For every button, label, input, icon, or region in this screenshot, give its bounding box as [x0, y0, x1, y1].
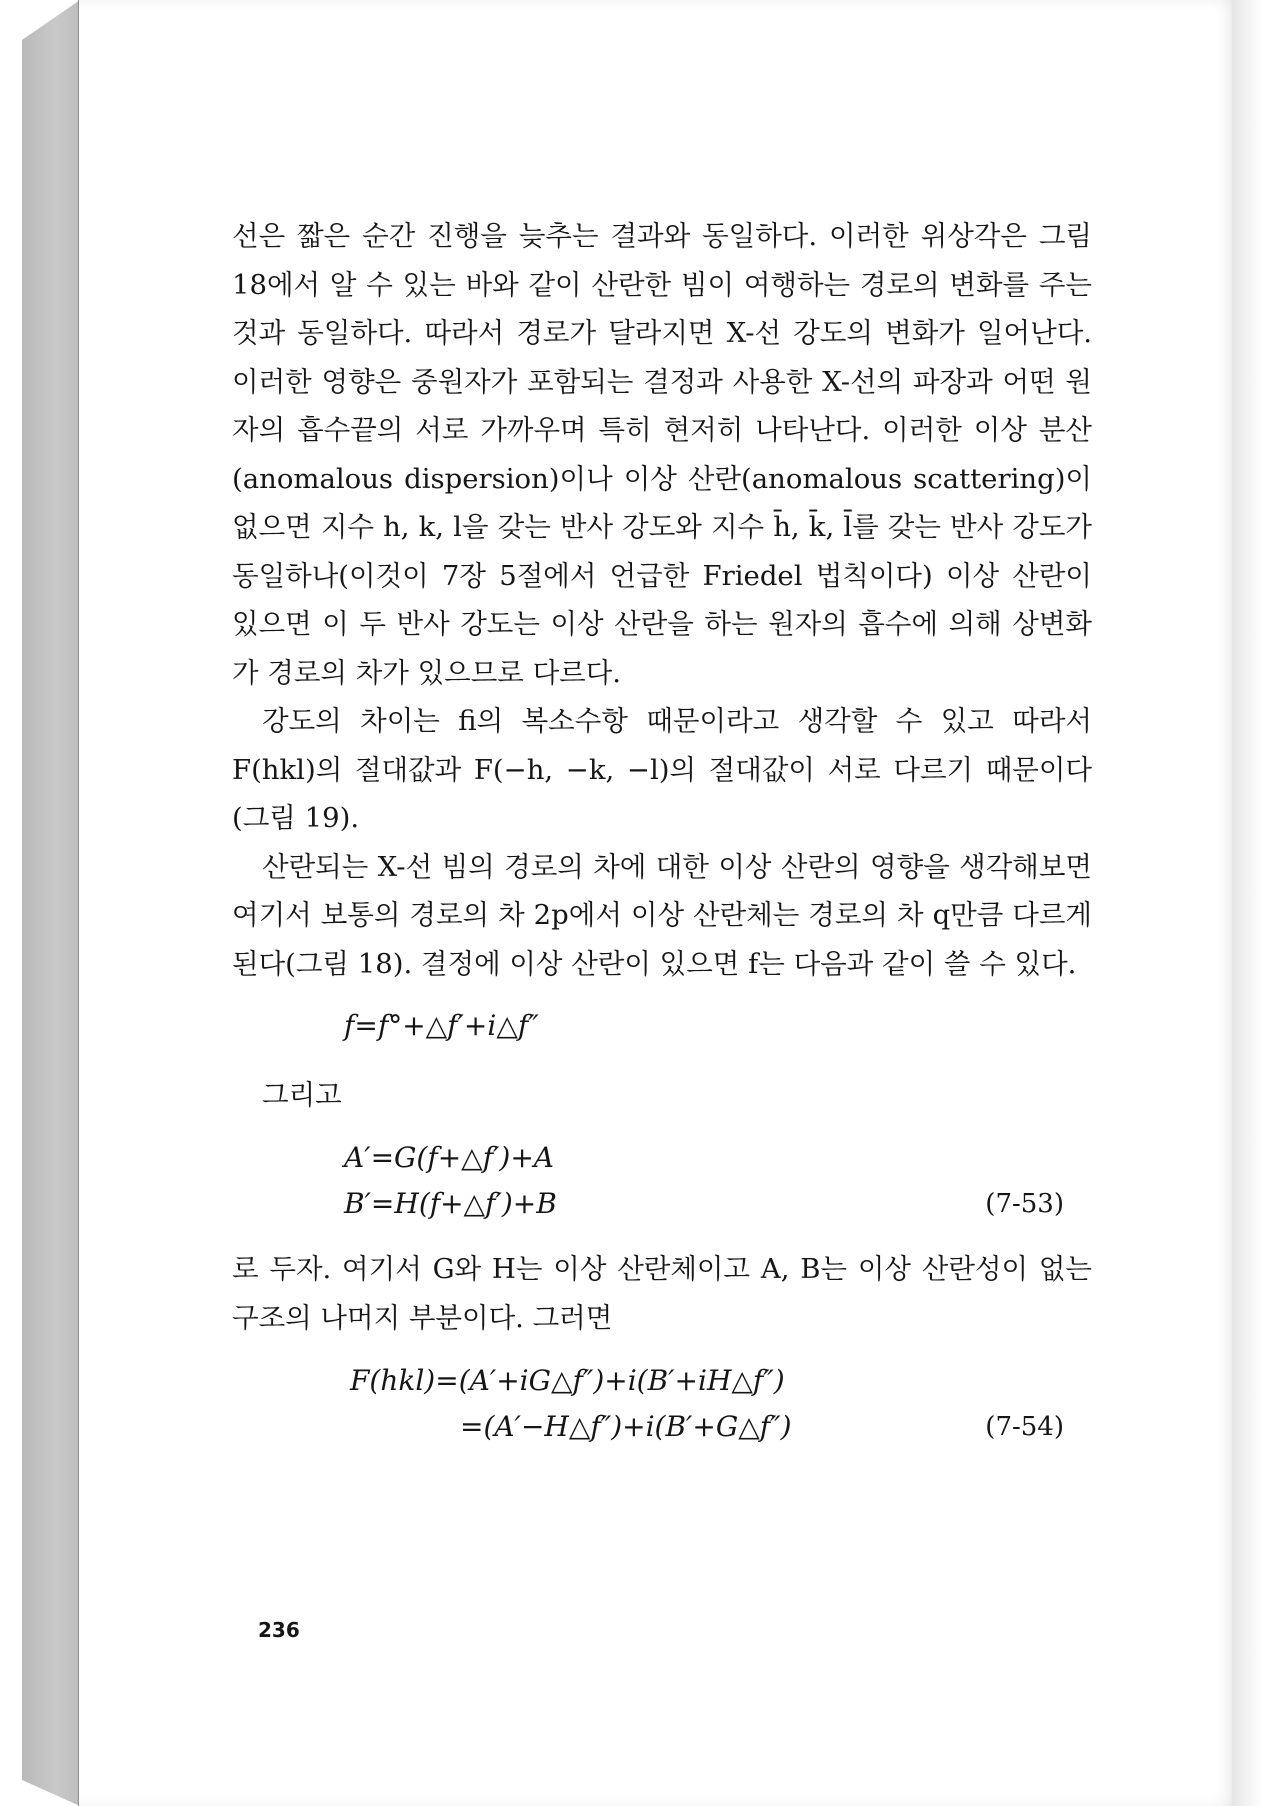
page-body [232, 212, 1092, 1468]
equation-7-54 [350, 1358, 1092, 1450]
page-number: 236 [258, 1618, 300, 1642]
paragraph-3: 산란되는 X-선 빔의 경로의 차에 대한 이상 산란의 영향을 생각해보면 여기서 보통의 경로의 차 2p에서 이상 산란체는 경로의 차 q만큼 다르게 된다(그림 18). 결정에 이상 산란이 있으면 f는 다음과 같이 쓸 수 있다. [232, 850, 1092, 980]
equation-7-54-line-b [350, 1404, 1092, 1450]
equation-number-7-54: (7-54) [985, 1412, 1064, 1442]
paragraph-5: 로 두자. 여기서 G와 H는 이상 산란체이고 A, B는 이상 산란성이 없는 구조의 나머지 부분이다. 그러면 [232, 1253, 1092, 1334]
paragraph-4: 그리고 [262, 1078, 342, 1111]
book-spine [22, 0, 80, 1806]
equation-7-53-line-a: A′=G(f+△f′)+A [344, 1141, 555, 1174]
paragraph-2: 강도의 차이는 fi의 복소수항 때문이라고 생각할 수 있고 따라서 F(hkl)의 절대값과 F(−h, −k, −l)의 절대값이 서로 다르기 때문이다(그림 19). [232, 705, 1092, 834]
equation-7-53 [344, 1135, 1092, 1227]
equation-7-54-line-a: F(hkl)=(A′+iG△f″)+i(B′+iH△f″) [350, 1364, 785, 1397]
paragraph-1: 선은 짧은 순간 진행을 늦추는 결과와 동일하다. 이러한 위상각은 그림 18에서 알 수 있는 바와 같이 산란한 빔이 여행하는 경로의 변화를 주는 것과 동일하다. 따라서 경로가 달라지면 X-선 강도의 변화가 일어난다. 이러한 영향은 중원자가 포함되는 결정과 사용한 X-선의 파장과 어떤 원자의 흡수끝의 서로 가까우며 특히 현저히 나타난다. 이러한 이상 분산(anomalous dispersion)이나 이상 산란(anomalous scattering)이 없으면 지수 h, k, l을 갖는 반사 강도와 지수 h̄, k̄, l̄를 갖는 반사 강도가 동일하나(이것이 7장 5절에서 언급한 Friedel 법칙이다) 이상 산란이 있으면 이 두 반사 강도는 이상 산란을 하는 원자의 흡수에 의해 상변화가 경로의 차가 있으므로 다르다. [232, 220, 1092, 689]
equation-7-53-line-b-text: B′=H(f+△f′)+B [344, 1187, 557, 1220]
page-edge [1232, 0, 1277, 1806]
equation-7-54-line-b-text: =(A′−H△f″)+i(B′+G△f″) [460, 1410, 792, 1443]
equation-number-7-53: (7-53) [985, 1189, 1064, 1219]
equation-7-53-line-b [344, 1181, 1092, 1227]
equation-f: f=f°+△f′+i△f″ [344, 1009, 539, 1042]
